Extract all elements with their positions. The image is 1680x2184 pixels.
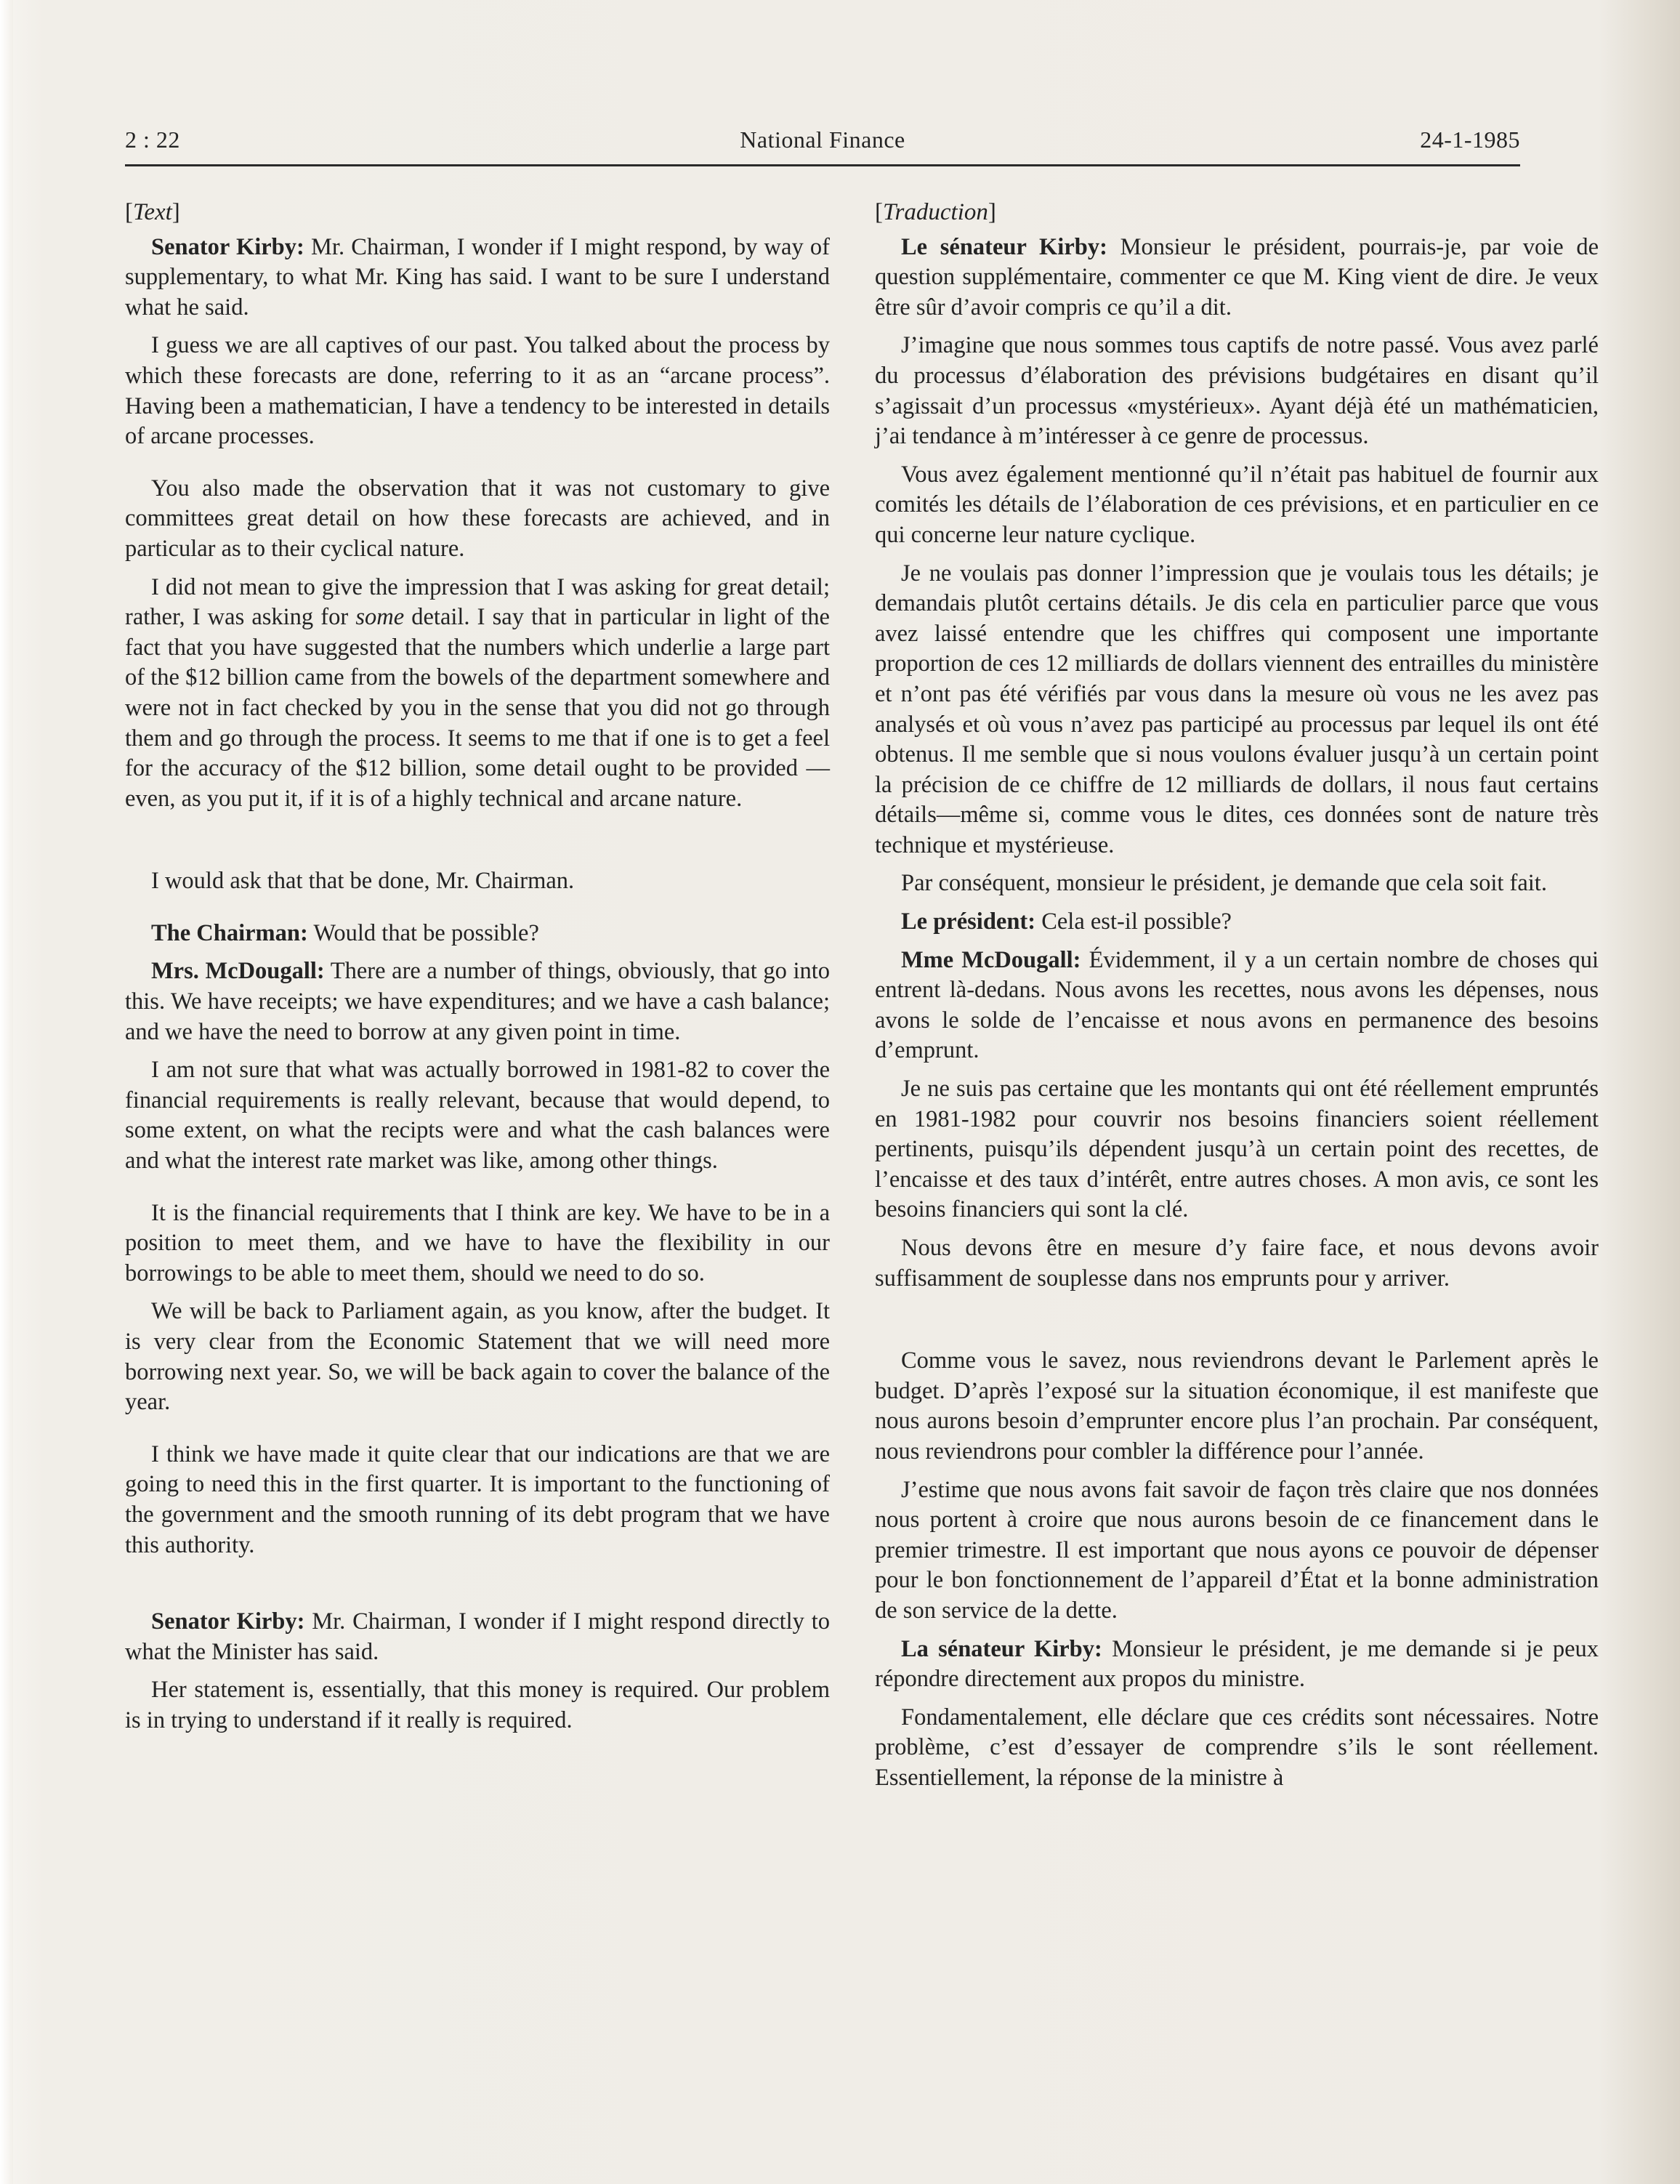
language-marker: [Traduction] bbox=[875, 199, 996, 225]
header-date: 24-1-1985 bbox=[1420, 126, 1520, 153]
paragraph: Her statement is, essentially, that this money is required. Our problem is in trying to understand if it really is required. bbox=[125, 1677, 830, 1733]
paragraph: Senator Kirby: Mr. Chairman, I wonder if I might respond directly to what the Minister has said. bbox=[125, 1608, 830, 1665]
header-rule bbox=[125, 164, 1520, 166]
paragraph: The Chairman: Would that be possible? bbox=[151, 919, 539, 946]
paragraph: Le président: Cela est-il possible? bbox=[901, 908, 1232, 935]
speaker-name: The Chairman: bbox=[151, 919, 308, 946]
language-marker: [Text] bbox=[125, 199, 180, 225]
page-number: 2 : 22 bbox=[125, 126, 180, 153]
paragraph: I did not mean to give the impression that I was asking for great detail; rather, I was asking for some detail. I say that in particular in light of the fact that you have suggested that the numbers which underlie a large part of the $12 billion came from the bowels of the department somewhere and were not in fact checked by you in the sense that you did not go through them and go through the process. It seems to me that if one is to get a feel for the accuracy of the $12 billion, some detail ought to be provided — even, as you put it, if it is of a highly technical and arcane nature. bbox=[125, 573, 830, 812]
paragraph: I guess we are all captives of our past. You talked about the process by which these forecasts are done, referring to it as an “arcane process”. Having been a mathematician, I have a tendency to be interested in details of arcane processes. bbox=[125, 332, 830, 450]
paragraph: Fondamentalement, elle déclare que ces crédits sont nécessaires. Notre problème, c’est d’essayer de comprendre s’ils le sont réellement. Essentiellement, la réponse de la ministre à bbox=[875, 1704, 1599, 1791]
paragraph: Le sénateur Kirby: Monsieur le président, pourrais-je, par voie de question supplémentaire, commenter ce que M. King vient de dire. Je veux être sûr d’avoir compris ce qu’il a dit. bbox=[875, 233, 1599, 321]
english-column bbox=[125, 198, 830, 1744]
paragraph: I think we have made it quite clear that our indications are that we are going to need this in the first quarter. It is important to the functioning of the government and the smooth running of its debt program that we have this authority. bbox=[125, 1440, 830, 1558]
page-edge bbox=[0, 0, 13, 2184]
speaker-name: La sénateur Kirby: bbox=[901, 1635, 1102, 1662]
paragraph: We will be back to Parliament again, as you know, after the budget. It is very clear from the Economic Statement that we will need more borrowing next year. So, we will be back again to cover the balance of the year. bbox=[125, 1298, 830, 1416]
paragraph: Nous devons être en mesure d’y faire face, et nous devons avoir suffisamment de souplesse dans nos emprunts pour y arriver. bbox=[875, 1235, 1599, 1292]
speaker-name: Mrs. McDougall: bbox=[151, 958, 325, 985]
running-header bbox=[125, 124, 1520, 164]
paragraph: Mme McDougall: Évidemment, il y a un certain nombre de choses qui entrent là-dedans. Nous avons les recettes, nous avons les dépenses, nous avons le solde de l’encaisse et nous avons en permanence des besoins d’emprunt. bbox=[875, 946, 1599, 1064]
paragraph: Je ne voulais pas donner l’impression que je voulais tous les détails; je demandais plutôt certains détails. Je dis cela en particulier parce que vous avez laissé entendre que les chiffres qui composent une importante proportion de ces 12 milliards de dollars viennent des entrailles du ministère et n’ont pas été vérifiés par vous dans la mesure où vous ne les avez pas analysés et où vous n’avez pas participé au processus par lequel ils ont été obtenus. Il me semble que si nous voulons évaluer jusqu’à un certain point la précision de ce chiffre de 12 milliards de dollars, il nous faut certains détails—même si, comme vous le dites, ces données sont de nature très technique et mystérieuse. bbox=[875, 560, 1599, 858]
paragraph: I would ask that that be done, Mr. Chairman. bbox=[151, 868, 575, 895]
paragraph: You also made the observation that it was not customary to give committees great detail on how these forecasts are achieved, and in particular as to their cyclical nature. bbox=[125, 475, 830, 562]
speaker-name: Le sénateur Kirby: bbox=[901, 233, 1107, 260]
paragraph: Mrs. McDougall: There are a number of things, obviously, that go into this. We have receipts; we have expenditures; and we have a cash balance; and we have the need to borrow at any given point in time. bbox=[125, 958, 831, 1045]
speaker-name: Senator Kirby: bbox=[151, 1608, 305, 1635]
publication-title: National Finance bbox=[740, 126, 905, 153]
paragraph: Vous avez également mentionné qu’il n’était pas habituel de fournir aux comités les détails de l’élaboration de ces prévisions, et en particulier en ce qui concerne leur nature cyclique. bbox=[875, 461, 1599, 548]
paragraph: La sénateur Kirby: Monsieur le président, je me demande si je peux répondre directement aux propos du ministre. bbox=[875, 1635, 1599, 1693]
speaker-name: Le président: bbox=[901, 908, 1036, 935]
paragraph: Senator Kirby: Mr. Chairman, I wonder if I might respond, by way of supplementary, to what Mr. King has said. I want to be sure I understand what he said. bbox=[125, 233, 830, 321]
paragraph: I am not sure that what was actually borrowed in 1981-82 to cover the financial requirements is really relevant, because that would depend, to some extent, on what the recipts were and what the cash balances were and what the interest rate market was like, among other things. bbox=[125, 1057, 830, 1174]
paragraph: It is the financial requirements that I think are key. We have to be in a position to meet them, and we have to have the flexibility in our borrowings to be able to meet them, should we need to do so. bbox=[125, 1199, 830, 1286]
speaker-name: Senator Kirby: bbox=[151, 233, 304, 260]
speaker-name: Mme McDougall: bbox=[901, 946, 1081, 973]
paragraph: J’estime que nous avons fait savoir de façon très claire que nos données nous portent à croire que nous aurons besoin de ce financement dans le premier trimestre. Il est important que nous ayons ce pouvoir de dépenser pour le bon fonctionnement de l’appareil d’État et la bonne administration de son service de la dette. bbox=[875, 1476, 1599, 1624]
paragraph: Par conséquent, monsieur le président, je demande que cela soit fait. bbox=[901, 870, 1547, 897]
paragraph: Comme vous le savez, nous reviendrons devant le Parlement après le budget. D’après l’exposé sur la situation économique, il est manifeste que nous aurons besoin d’emprunter encore plus l’an prochain. Par conséquent, nous reviendrons pour combler la différence pour l’année. bbox=[875, 1347, 1599, 1464]
french-column bbox=[875, 198, 1599, 1802]
paragraph: J’imagine que nous sommes tous captifs de notre passé. Vous avez parlé du processus d’élaboration des prévisions budgétaires en disant qu’il s’agissait d’un processus «mystérieux». Ayant déjà été un mathématicien, j’ai tendance à m’intéresser à ce genre de processus. bbox=[875, 332, 1599, 450]
paragraph: Je ne suis pas certaine que les montants qui ont été réellement empruntés en 1981-1982 pour couvrir nos besoins financiers soient réellement pertinents, puisqu’ils dépendent jusqu’à un certain point des recettes, de l’encaisse et des taux d’intérêt, entre autres choses. A mon avis, ce sont les besoins financiers qui sont la clé. bbox=[875, 1076, 1599, 1223]
